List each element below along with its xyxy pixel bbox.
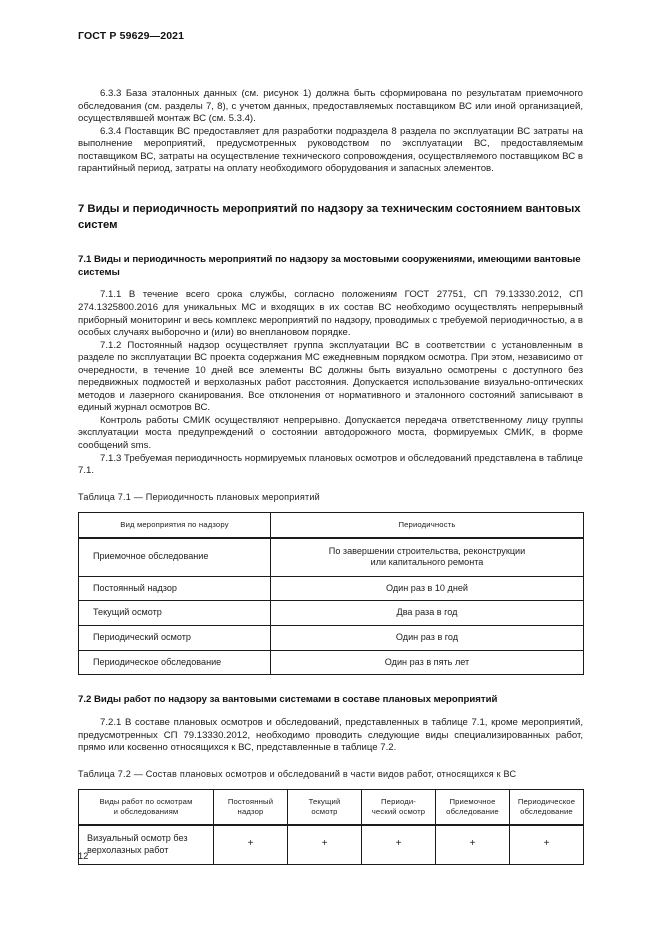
table-72-col-header-acceptance-survey (436, 789, 510, 825)
table-72-col-header-current-inspection (288, 789, 362, 825)
table-row (79, 576, 584, 601)
table-71-body (79, 538, 584, 675)
header-line-1: Периоди- (380, 796, 417, 806)
spacer (78, 780, 583, 789)
paragraph-7-1-2: 7.1.2 Постоянный надзор осуществляет группа эксплуатации ВС в соответствии с установленным в разделе по эксплуатации ВС проекта содержания МС ежедневным порядком осмотра. При этом, независимо от очередности, в течение 10 дней все элементы ВС должны быть визуально осмотрены с доступного без передвижных подмостей и верхолазных работ расстояния. Допускается использование визуально-оптических методов и лазерного сканирования. Все отклонения от нормативного и эталонного состояний записывают в единый журнал осмотров ВС. (78, 339, 583, 414)
header-line-2: и обследованиям (113, 806, 179, 816)
header-line-2: надзор (237, 806, 264, 816)
page-number: 12 (78, 851, 89, 861)
spacer (78, 707, 583, 717)
header-line-1: Текущий (308, 796, 341, 806)
table-71-col-header-measure: Вид мероприятия по надзору (79, 512, 271, 538)
header-line-1: Постоянный (227, 796, 274, 806)
table-71-col-header-frequency: Периодичность (271, 512, 584, 538)
table-71-cell-measure: Приемочное обследование (79, 538, 271, 577)
frequency-line-2: или капитального ремонта (370, 557, 484, 568)
running-head-standard-number: ГОСТ Р 59629—2021 (78, 30, 185, 42)
table-72-cell-work-type (79, 825, 214, 865)
table-72-col-header-constant-supervision (214, 789, 288, 825)
table-periodicity-of-planned-measures (78, 512, 584, 676)
table-71-caption: Таблица 7.1 — Периодичность плановых мероприятий (78, 491, 320, 502)
header-line-2: обследование (446, 806, 499, 816)
table-71-cell-frequency: Два раза в год (271, 601, 584, 626)
paragraph-7-2-1: 7.2.1 В составе плановых осмотров и обследований, представленных в таблице 7.1, кроме мероприятий, предусмотренных СП 79.13330.2012, необходимо проводить следующие виды специализированных работ, прямо или косвенно относящихся к ВС, представленные в таблице 7.2. (78, 716, 583, 754)
spacer (78, 234, 583, 254)
subsection-heading-7-1: 7.1 Виды и периодичность мероприятий по надзору за мостовыми сооружениями, имеющими вантовые системы (78, 253, 581, 278)
table-72-cell-mark: + (436, 825, 510, 865)
header-line-1: Приемочное (449, 796, 496, 806)
paragraph-6-3-3: 6.3.3 База эталонных данных (см. рисунок 1) должна быть сформирована по результатам приемочного обследования (см. разделы 7, 8), с учетом данных, предоставляемых поставщиком ВС или иной организацией, осуществлявшей монтаж ВС (см. 5.3.4). (78, 88, 583, 125)
table-header-row (79, 512, 584, 538)
header-line-1: Периодическое (517, 796, 576, 806)
paragraph-7-1-1: 7.1.1 В течение всего срока службы, согласно положениям ГОСТ 27751, СП 79.13330.2012, СП 274.1325800.2016 для уникальных МС и входящих в их состав ВС необходимо осуществлять непрерывный приборный мониторинг и весь комплекс мероприятий по надзору, проводимых с требуемой периодичностью, а в особых случаях выборочно и (или) во внеплановом порядке. (78, 289, 583, 339)
header-line-2: обследование (520, 806, 573, 816)
header-line-2: осмотр (311, 806, 338, 816)
spacer (78, 503, 583, 512)
table-71-cell-measure: Периодический осмотр (79, 626, 271, 651)
table-header-row (79, 789, 584, 825)
table-71-head (79, 512, 584, 538)
paragraph-smik-control: Контроль работы СМИК осуществляют непрерывно. Допускается передача ответственному лицу группы эксплуатации моста предупреждений о состоянии автодорожного моста, формируемых СМИК, в форме сообщений sms. (78, 414, 583, 451)
spacer (78, 755, 583, 768)
table-72-cell-mark: + (288, 825, 362, 865)
paragraph-7-1-3: 7.1.3 Требуемая периодичность нормируемых плановых осмотров и обследований представлена в таблице 7.1. (78, 452, 583, 477)
table-71-cell-frequency (271, 538, 584, 577)
frequency-line-1: По завершении строительства, реконструкции (328, 545, 526, 556)
table-72-cell-mark: + (214, 825, 288, 865)
header-line-2: ческий осмотр (371, 806, 426, 816)
header-line-1: Виды работ по осмотрам (99, 796, 193, 806)
table-72-caption: Таблица 7.2 — Состав плановых осмотров и обследований в части видов работ, относящихся к ВС (78, 768, 517, 779)
table-72-cell-mark: + (510, 825, 584, 865)
table-72-col-header-work-types (79, 789, 214, 825)
table-71-cell-frequency: Один раз в год (271, 626, 584, 651)
table-composition-of-inspections (78, 789, 584, 865)
spacer (78, 279, 583, 289)
table-row (79, 601, 584, 626)
table-71-cell-measure: Текущий осмотр (79, 601, 271, 626)
spacer (78, 478, 583, 491)
spacer (78, 176, 583, 201)
section-heading-7: 7 Виды и периодичность мероприятий по надзору за техническим состоянием вантовых систем (78, 202, 581, 232)
table-row (79, 650, 584, 675)
subsection-heading-7-2: 7.2 Виды работ по надзору за вантовыми системами в составе плановых мероприятий (78, 694, 498, 706)
work-line-2: верхолазных работ (87, 844, 169, 855)
document-body (78, 88, 583, 865)
work-line-1: Визуальный осмотр без (87, 832, 188, 843)
table-71-cell-frequency: Один раз в 10 дней (271, 576, 584, 601)
table-72-col-header-periodic-inspection (362, 789, 436, 825)
table-71-cell-frequency: Один раз в пять лет (271, 650, 584, 675)
table-row (79, 538, 584, 577)
paragraph-6-3-4: 6.3.4 Поставщик ВС предоставляет для разработки подраздела 8 раздела по эксплуатации ВС затраты на выполнение мероприятий, предусмотренных руководством по эксплуатации ВС, предоставляемым поставщиком ВС, затраты на осуществление технического сопровождения, осуществляемого поставщиком ВС в гарантийный период, затраты на оплату необходимого оборудования и запасных элементов. (78, 125, 583, 175)
table-71-cell-measure: Постоянный надзор (79, 576, 271, 601)
table-72-head (79, 789, 584, 825)
table-72-col-header-periodic-survey (510, 789, 584, 825)
table-row (79, 626, 584, 651)
spacer (78, 675, 583, 694)
table-71-cell-measure: Периодическое обследование (79, 650, 271, 675)
table-72-cell-mark: + (362, 825, 436, 865)
table-72-body (79, 825, 584, 865)
table-row (79, 825, 584, 865)
